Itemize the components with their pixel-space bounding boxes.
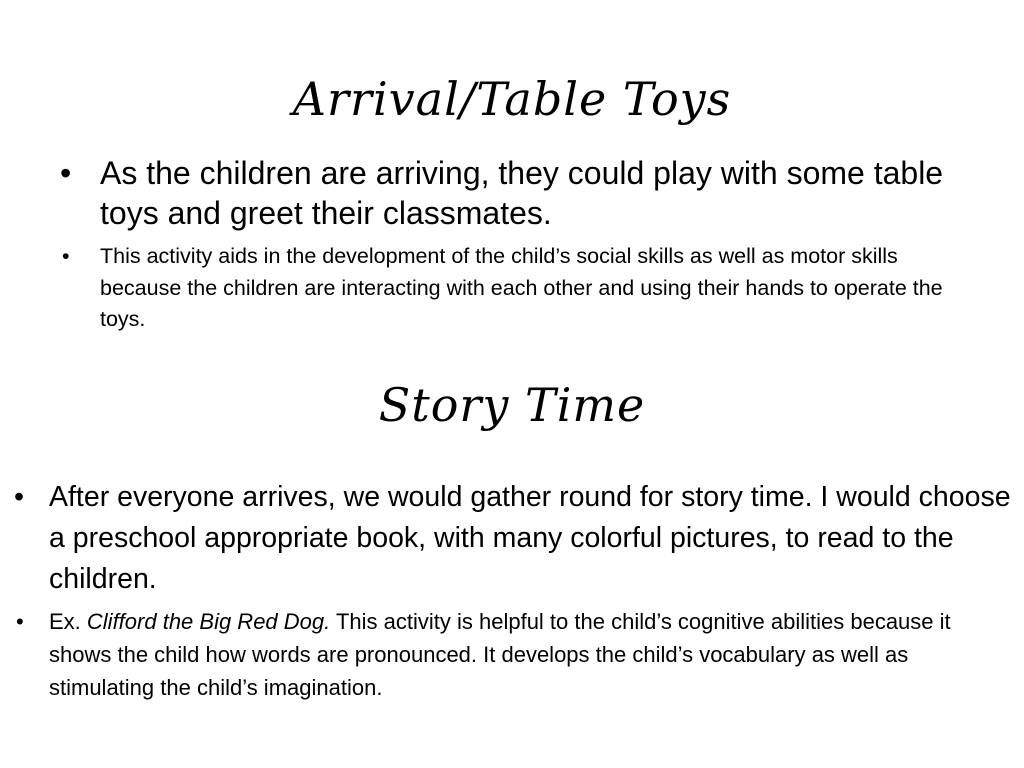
bullet-prefix: Ex. (49, 609, 87, 634)
bullet-text: As the children are arriving, they could play with some table toys and greet their classmates. (100, 155, 944, 231)
section-title-story-time: Story Time (378, 378, 646, 432)
bullet-text: After everyone arrives, we would gather round for story time. I would choose a preschool appropriate book, with many colorful pictures, to read to the children. (49, 481, 1011, 595)
bullet-list-story-time (14, 477, 1014, 704)
book-title: Clifford the Big Red Dog. (86, 609, 331, 634)
bullet-icon: • (60, 155, 72, 191)
bullet-list-arrival (60, 153, 960, 336)
list-item (14, 477, 1014, 600)
list-item (60, 241, 960, 336)
bullet-text: This activity is helpful to the child’s cognitive abilities because it shows the child how words are pronounced. It develops the child’s vocabulary as well as stimulating the child’s imagination. (49, 609, 951, 700)
list-item (14, 605, 1014, 704)
bullet-icon: • (62, 244, 70, 268)
bullet-icon: • (16, 609, 24, 634)
list-item (60, 153, 960, 233)
bullet-icon: • (14, 481, 24, 513)
section-title-arrival: Arrival/Table Toys (292, 72, 732, 126)
bullet-text: This activity aids in the development of the child’s social skills as well as motor skills because the children are interacting with each other and using their hands to operate the toys. (100, 244, 943, 331)
